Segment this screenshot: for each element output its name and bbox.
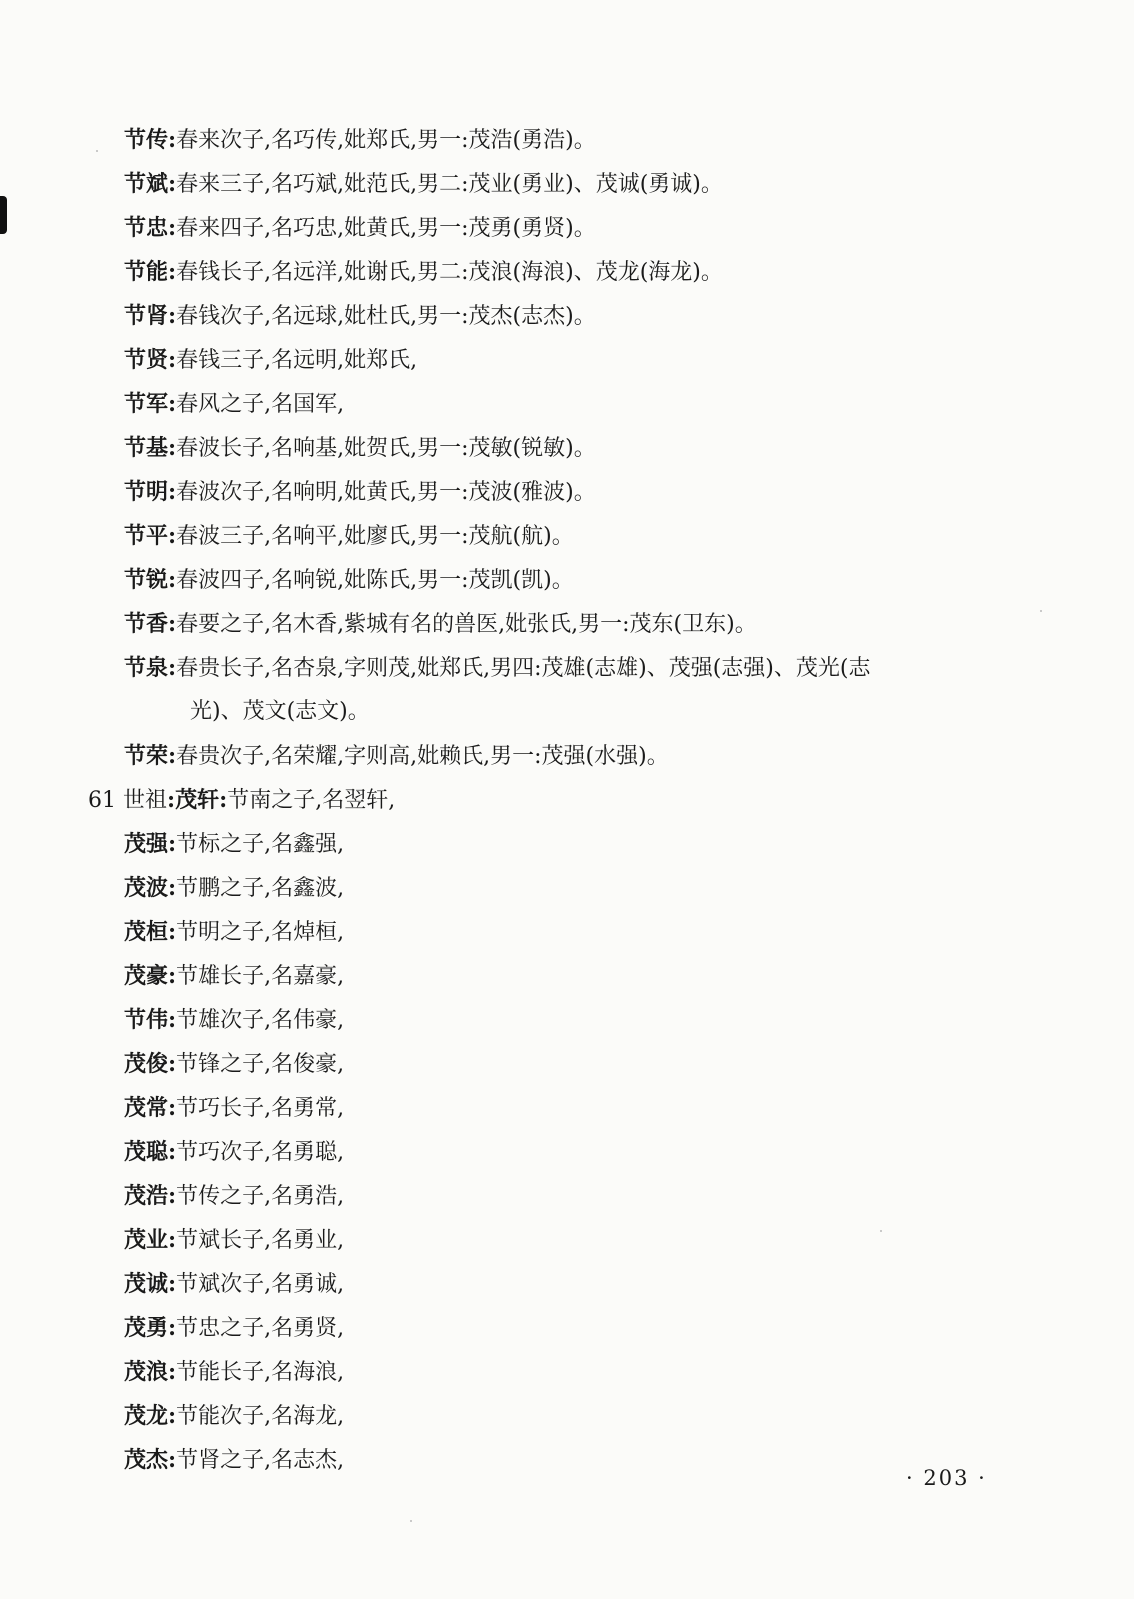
entry-text: 春波三子,名响平,妣廖氏,男一:茂航(航)。: [176, 524, 574, 549]
entry-line: 茂浩:节传之子,名勇浩,: [124, 1183, 345, 1209]
entry-line: 茂豪:节雄长子,名嘉豪,: [124, 963, 345, 989]
entry-name: 节荣: [124, 744, 169, 769]
entry-text: 春来四子,名巧忠,妣黄氏,男一:茂勇(勇贤)。: [176, 216, 596, 241]
entry-text: 节能次子,名海龙,: [176, 1404, 345, 1429]
entry-name: 茂俊: [124, 1052, 169, 1077]
entry-line: 茂俊:节锋之子,名俊豪,: [124, 1051, 345, 1077]
generation-label: 61 世祖: [88, 788, 167, 813]
entry-line: 茂浪:节能长子,名海浪,: [124, 1359, 345, 1385]
entry-name: 节军: [124, 392, 169, 417]
entry-name: 茂龙: [124, 1404, 169, 1429]
entry-text: 节巧次子,名勇聪,: [176, 1140, 345, 1165]
entry-line: 茂诚:节斌次子,名勇诚,: [124, 1271, 345, 1297]
entry-line: 节军:春风之子,名国军,: [124, 391, 345, 417]
genealogy-text-body: [0, 118, 1134, 1482]
entry-line: 节忠:春来四子,名巧忠,妣黄氏,男一:茂勇(勇贤)。: [124, 215, 596, 241]
entry-line: 茂桓:节明之子,名焯桓,: [124, 919, 345, 945]
entry-line: 茂强:节标之子,名鑫强,: [124, 831, 345, 857]
entry-text: 节肾之子,名志杰,: [176, 1448, 345, 1473]
entry-line: 节贤:春钱三子,名远明,妣郑氏,: [124, 347, 418, 373]
entry-line: 节香:春要之子,名木香,紫城有名的兽医,妣张氏,男一:茂东(卫东)。: [124, 611, 757, 637]
entry-line: 节明:春波次子,名响明,妣黄氏,男一:茂波(雅波)。: [124, 479, 596, 505]
entry-text: 春波四子,名响锐,妣陈氏,男一:茂凯(凯)。: [176, 568, 574, 593]
entry-continuation-line: [0, 690, 1134, 734]
entry-line: 节斌:春来三子,名巧斌,妣范氏,男二:茂业(勇业)、茂诚(勇诚)。: [124, 171, 723, 197]
entry-text: 春钱次子,名远球,妣杜氏,男一:茂杰(志杰)。: [176, 304, 596, 329]
entry-name: 茂强: [124, 832, 169, 857]
entry-line: 节锐:春波四子,名响锐,妣陈氏,男一:茂凯(凯)。: [124, 567, 574, 593]
entry-text: 春来三子,名巧斌,妣范氏,男二:茂业(勇业)、茂诚(勇诚)。: [176, 172, 723, 197]
entry-text: 春来次子,名巧传,妣郑氏,男一:茂浩(勇浩)。: [176, 128, 596, 153]
entry-line: 茂龙:节能次子,名海龙,: [124, 1403, 345, 1429]
generation-name: 茂轩: [175, 788, 220, 813]
entry-name: 茂浩: [124, 1184, 169, 1209]
entry-text: 节雄次子,名伟豪,: [176, 1008, 345, 1033]
entry-line: 节肾:春钱次子,名远球,妣杜氏,男一:茂杰(志杰)。: [124, 303, 596, 329]
entry-name: 茂常: [124, 1096, 169, 1121]
entry-name: 茂桓: [124, 920, 169, 945]
entry-text: 春钱长子,名远洋,妣谢氏,男二:茂浪(海浪)、茂龙(海龙)。: [176, 260, 723, 285]
entry-text: 节传之子,名勇浩,: [176, 1184, 345, 1209]
entry-name: 茂浪: [124, 1360, 169, 1385]
entry-name: 节明: [124, 480, 169, 505]
entry-name: 节能: [124, 260, 169, 285]
page-number: · 203 ·: [906, 1466, 987, 1490]
generation-text: 节南之子,名翌轩,: [227, 788, 396, 813]
entry-name: 节泉: [124, 656, 169, 681]
entry-line: 节平:春波三子,名响平,妣廖氏,男一:茂航(航)。: [124, 523, 574, 549]
generation-heading-line: 61 世祖:茂轩:节南之子,名翌轩,: [88, 787, 396, 813]
entry-text: 春贵次子,名荣耀,字则高,妣赖氏,男一:茂强(水强)。: [176, 744, 669, 769]
entry-text: 春钱三子,名远明,妣郑氏,: [176, 348, 418, 373]
entry-name: 节忠: [124, 216, 169, 241]
entry-line: 节荣:春贵次子,名荣耀,字则高,妣赖氏,男一:茂强(水强)。: [124, 743, 669, 769]
entry-name: 茂业: [124, 1228, 169, 1253]
entry-name: 茂豪: [124, 964, 169, 989]
entry-line: 节能:春钱长子,名远洋,妣谢氏,男二:茂浪(海浪)、茂龙(海龙)。: [124, 259, 723, 285]
entry-name: 茂波: [124, 876, 169, 901]
entry-text: 节斌次子,名勇诚,: [176, 1272, 345, 1297]
entry-line: 茂勇:节忠之子,名勇贤,: [124, 1315, 345, 1341]
entry-line: 茂杰:节肾之子,名志杰,: [124, 1447, 345, 1473]
entry-text: 节斌长子,名勇业,: [176, 1228, 345, 1253]
scan-speck: [96, 150, 98, 152]
entry-name: 节传: [124, 128, 169, 153]
entry-text: 春风之子,名国军,: [176, 392, 345, 417]
entry-text: 春波次子,名响明,妣黄氏,男一:茂波(雅波)。: [176, 480, 596, 505]
entry-line: 茂波:节鹏之子,名鑫波,: [124, 875, 345, 901]
entry-line: 节泉:春贵长子,名杏泉,字则茂,妣郑氏,男四:茂雄(志雄)、茂强(志强)、茂光(志: [124, 655, 871, 681]
entry-name: 茂勇: [124, 1316, 169, 1341]
entry-line: 节传:春来次子,名巧传,妣郑氏,男一:茂浩(勇浩)。: [124, 127, 596, 153]
entry-line: 茂业:节斌长子,名勇业,: [124, 1227, 345, 1253]
entry-name: 节肾: [124, 304, 169, 329]
entry-name: 节锐: [124, 568, 169, 593]
entry-name: 节伟: [124, 1008, 169, 1033]
entry-text: 节标之子,名鑫强,: [176, 832, 345, 857]
entry-text: 春波长子,名响基,妣贺氏,男一:茂敏(锐敏)。: [176, 436, 596, 461]
entry-name: 节斌: [124, 172, 169, 197]
entry-text: 节鹏之子,名鑫波,: [176, 876, 345, 901]
entry-line: 节基:春波长子,名响基,妣贺氏,男一:茂敏(锐敏)。: [124, 435, 596, 461]
scan-speck: [410, 1520, 412, 1522]
entry-text: 春要之子,名木香,紫城有名的兽医,妣张氏,男一:茂东(卫东)。: [176, 612, 757, 637]
entry-name: 节香: [124, 612, 169, 637]
entry-text: 节明之子,名焯桓,: [176, 920, 345, 945]
entry-text: 节忠之子,名勇贤,: [176, 1316, 345, 1341]
entry-line: 茂常:节巧长子,名勇常,: [124, 1095, 345, 1121]
entry-line: 茂聪:节巧次子,名勇聪,: [124, 1139, 345, 1165]
entry-name: 节平: [124, 524, 169, 549]
entry-text: 春贵长子,名杏泉,字则茂,妣郑氏,男四:茂雄(志雄)、茂强(志强)、茂光(志: [176, 656, 871, 681]
entry-name: 节基: [124, 436, 169, 461]
entry-text: 节锋之子,名俊豪,: [176, 1052, 345, 1077]
entry-text: 节巧长子,名勇常,: [176, 1096, 345, 1121]
entry-name: 茂诚: [124, 1272, 169, 1297]
scan-speck: [1040, 610, 1042, 612]
entry-name: 节贤: [124, 348, 169, 373]
entry-name: 茂杰: [124, 1448, 169, 1473]
entry-text: 节能长子,名海浪,: [176, 1360, 345, 1385]
entry-text: 节雄长子,名嘉豪,: [176, 964, 345, 989]
entry-line: 节伟:节雄次子,名伟豪,: [124, 1007, 345, 1033]
entry-name: 茂聪: [124, 1140, 169, 1165]
scan-speck: [880, 1230, 882, 1232]
entry-continuation-text: 光)、茂文(志文)。: [190, 699, 370, 724]
